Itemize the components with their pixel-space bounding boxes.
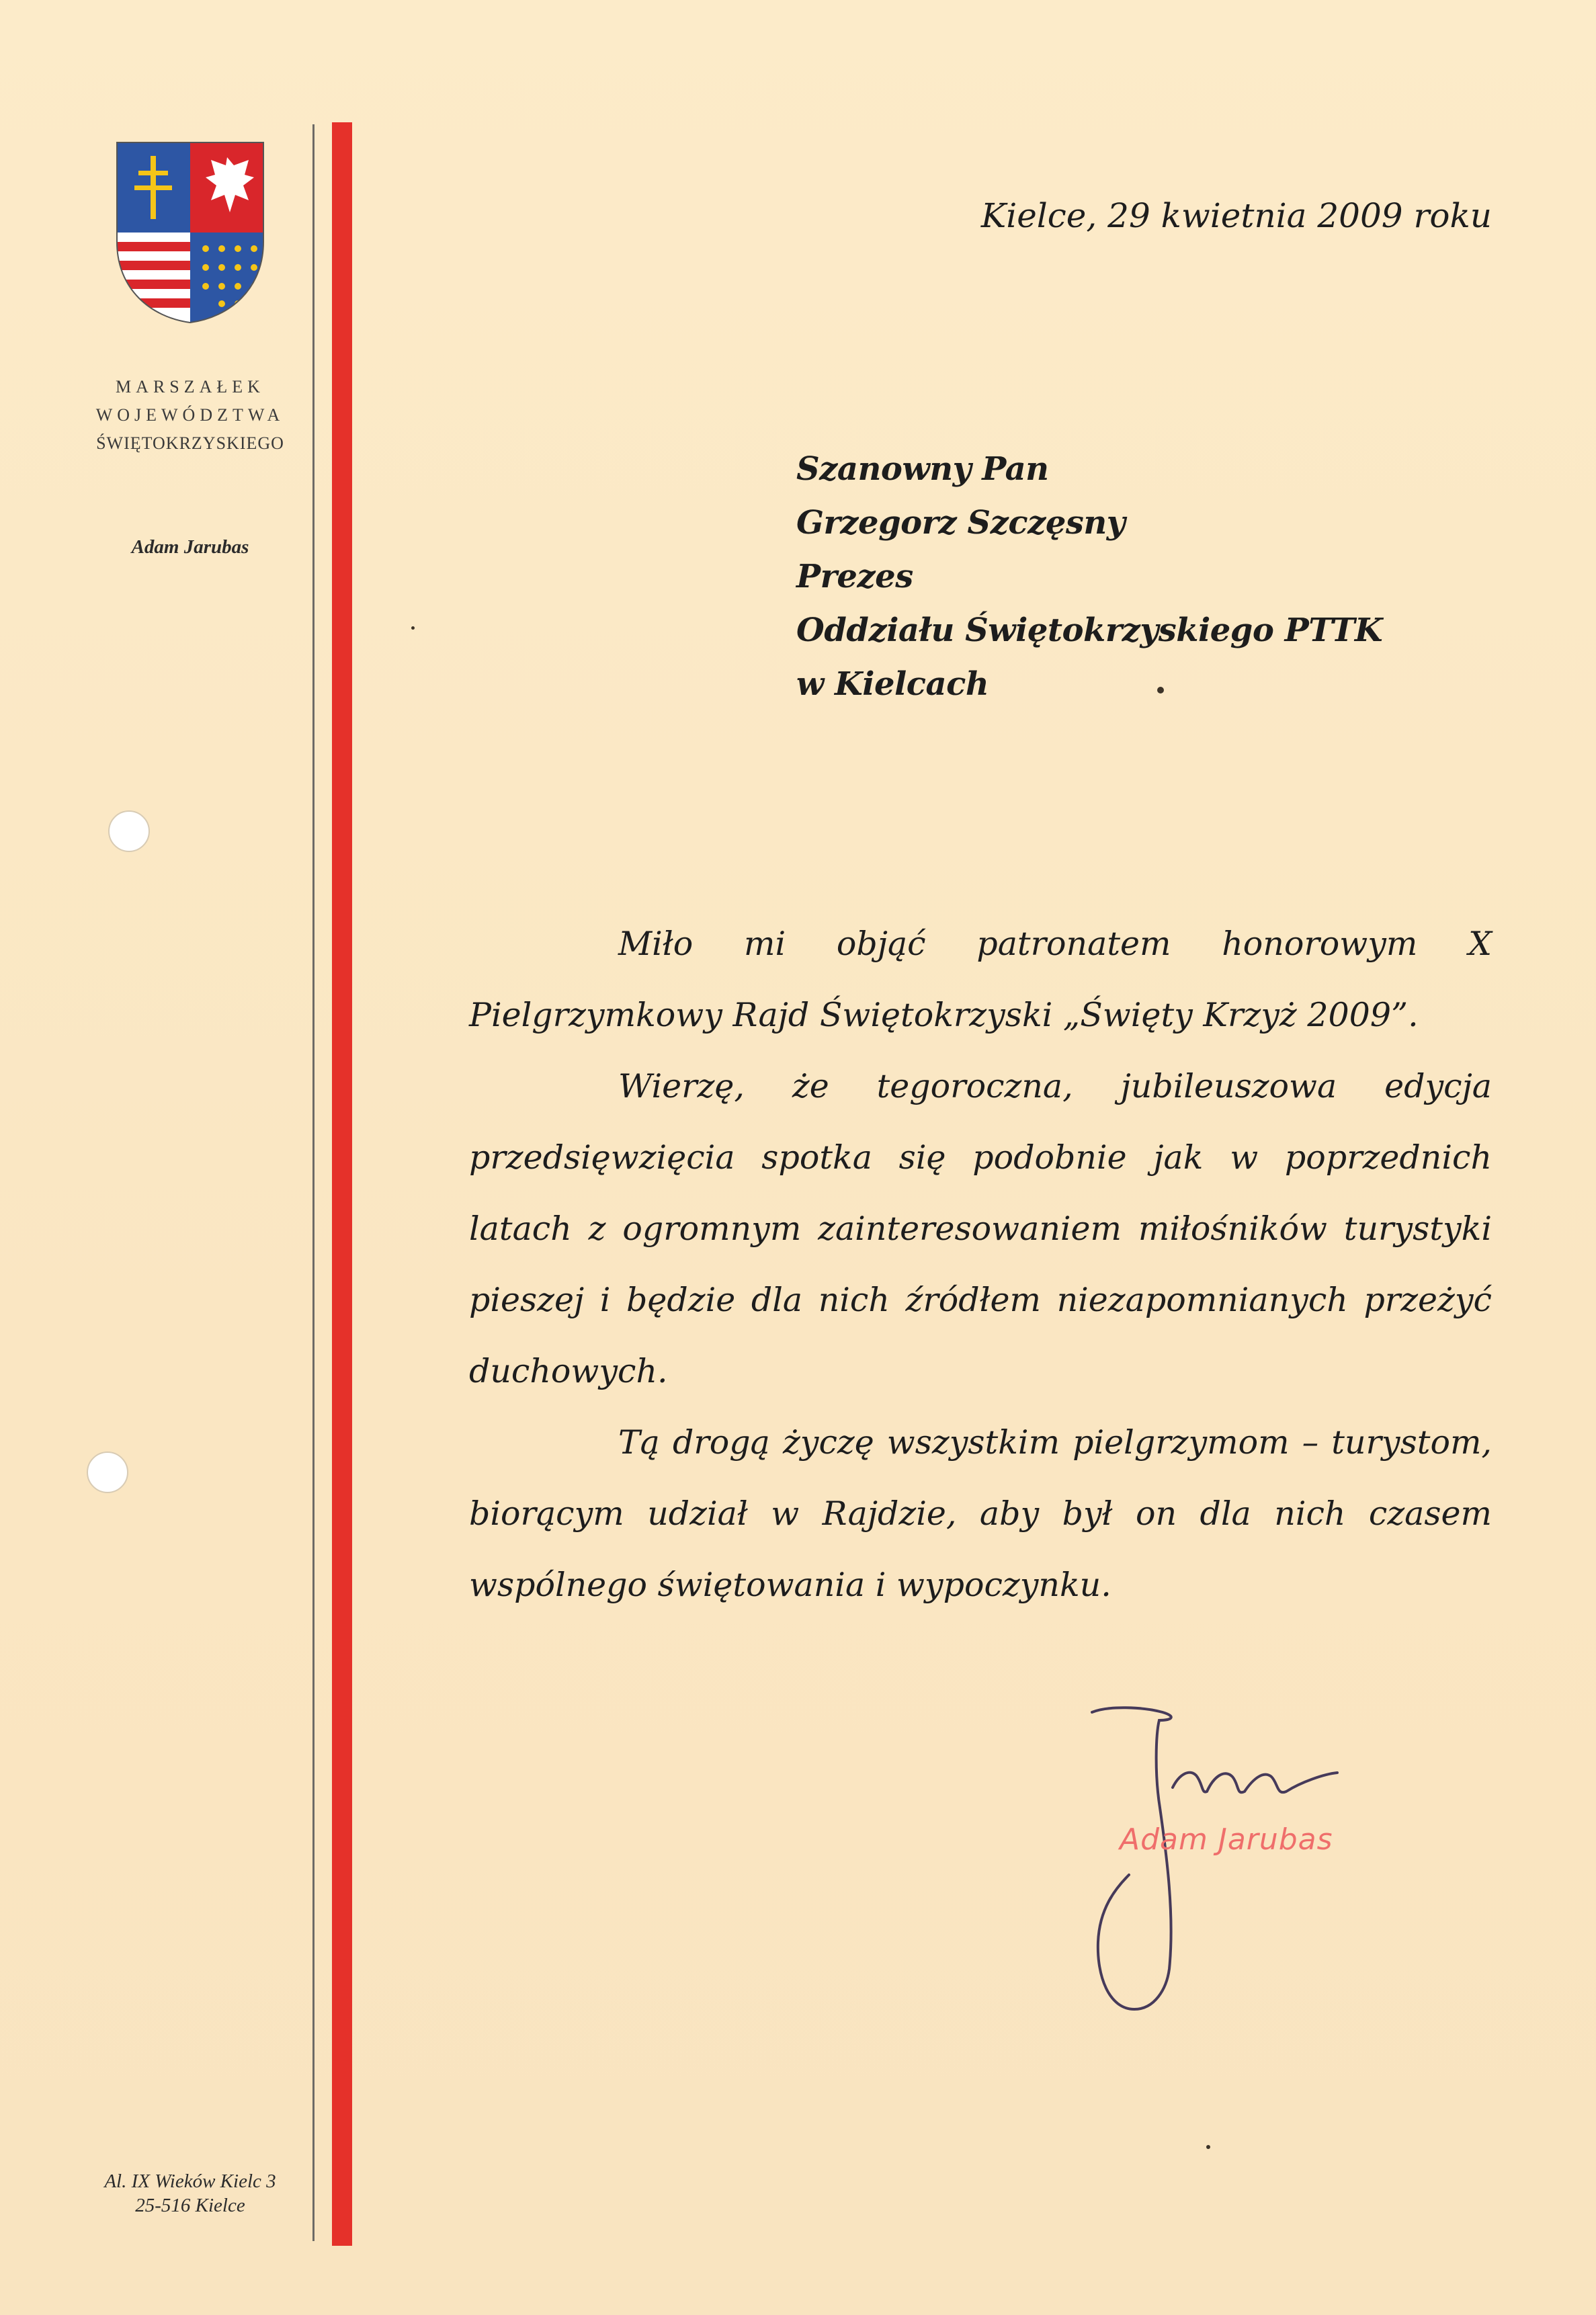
recipient-line: Oddziału Świętokrzyskiego PTTK — [796, 612, 1383, 649]
office-line-1: MARSZAŁEK — [116, 377, 265, 396]
name-stamp: Adam Jarubas — [1120, 1822, 1333, 1857]
paper-speck — [1157, 687, 1164, 693]
address-line-1: Al. IX Wieków Kielc 3 — [104, 2171, 276, 2192]
recipient-block — [796, 442, 1435, 711]
red-accent-bar — [332, 122, 352, 2246]
punch-hole — [87, 1451, 128, 1493]
coat-of-arms-icon — [116, 141, 265, 324]
body-paragraph: Wierzę, że tegoroczna, jubileuszowa edycja przedsięwzięcia spotka się podobnie jak w poprzednich latach z ogromnym zainteresowaniem miłośników turystyki pieszej i będzie dla nich źródłem niezapomnianych przeżyć duchowych. — [469, 1067, 1492, 1390]
office-title — [81, 373, 300, 458]
sender-name: Adam Jarubas — [131, 536, 249, 558]
recipient-line: Szanowny Pan — [796, 450, 1049, 488]
punch-hole — [108, 810, 150, 852]
office-line-2: WOJEWÓDZTWA — [95, 405, 285, 425]
paper-speck — [1206, 2145, 1210, 2149]
paper-speck — [411, 626, 415, 630]
address-line-2: 25-516 Kielce — [135, 2195, 245, 2216]
body-paragraph: Miło mi objąć patronatem honorowym X Pielgrzymkowy Rajd Świętokrzyski „Święty Krzyż 2009”. — [469, 925, 1492, 1034]
letter-date: Kielce, 29 kwietnia 2009 roku — [980, 196, 1492, 235]
recipient-line: Prezes — [796, 558, 913, 595]
office-address — [67, 2169, 313, 2218]
recipient-line: Grzegorz Szczęsny — [796, 504, 1126, 542]
divider-rule — [312, 124, 314, 2241]
letter-body — [469, 909, 1492, 1621]
recipient-line: w Kielcach — [796, 665, 989, 703]
office-line-3: ŚWIĘTOKRZYSKIEGO — [96, 433, 284, 453]
body-paragraph: Tą drogą życzę wszystkim pielgrzymom – turystom, biorącym udział w Rajdzie, aby był on dla nich czasem wspólnego świętowania i wypoczynku. — [469, 1423, 1492, 1604]
handwritten-signature — [1035, 1693, 1438, 2029]
